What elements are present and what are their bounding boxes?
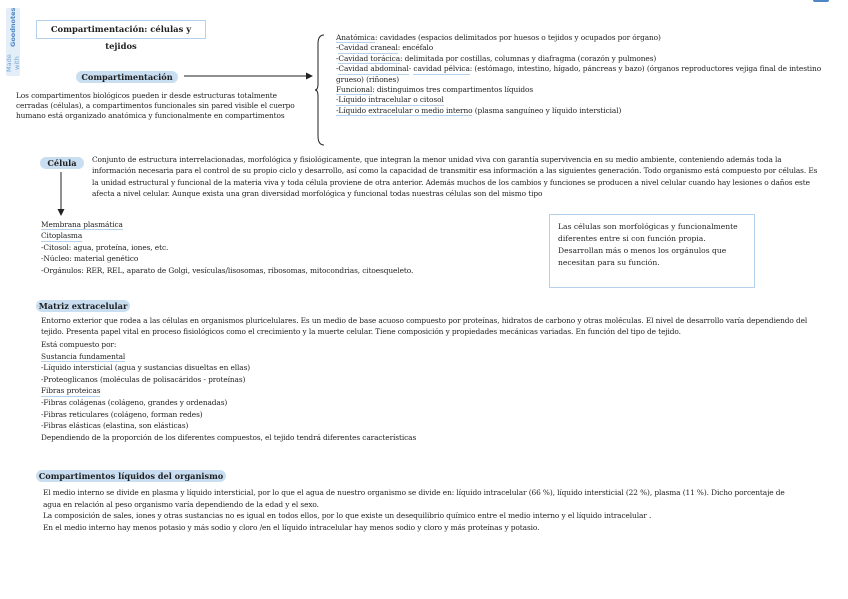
fibras-colagenas-item: -Fibras colágenas (colágeno, grandes y ordenadas) — [41, 397, 228, 407]
bracket — [314, 34, 326, 146]
liquido-extracelular-rest: (plasma sanguíneo y líquido intersticial) — [472, 105, 622, 115]
cavidad-craneal-rest: : encéfalo — [397, 43, 434, 53]
citoplasma-line — [41, 230, 511, 241]
watermark-prefix: Made with — [5, 53, 21, 72]
citosol-item: -Citosol: agua, proteína, iones, etc. — [41, 242, 169, 252]
funcional-rest: : distinguimos tres compartimentos líquidos — [372, 84, 534, 94]
liquidos-label: Compartimentos líquidos del organismo — [36, 470, 226, 482]
matriz-final: Dependiendo de la proporción de los diferentes compuestos, el tejido tendrá diferentes características — [41, 432, 417, 442]
liquido-intersticial-item: -Líquido intersticial (agua y sustancias disueltas en ellas) — [41, 363, 251, 373]
sustancia-term: Sustancia fundamental — [41, 351, 126, 361]
liquido-intracelular — [336, 95, 836, 105]
liquido-intracelular-term: -Líquido intracelular o citosol — [336, 95, 444, 105]
liquido-extracelular — [336, 106, 836, 116]
cavidad-abdominal: -Cavidad abdominal- cavidad pélvica: (estómago, intestino, hígado, páncreas y bazo) (órganos reproductores vejiga final de intestino grueso) (riñones) — [336, 64, 822, 84]
fibras-line — [41, 385, 641, 397]
celula-label: Célula — [40, 157, 84, 169]
corner-tab — [813, 0, 829, 2]
arrow-down — [56, 171, 66, 217]
cavidad-toracica: -Cavidad torácica: delimitada por costillas, columnas y diafragma (corazón y pulmones) — [336, 53, 657, 63]
arrow-right — [182, 71, 314, 81]
sustancia-line — [41, 351, 641, 363]
celula-structure — [41, 219, 511, 276]
anatomica-intro: : cavidades (espacios delimitados por huesos o tejidos y ocupados por órgano) — [374, 33, 661, 42]
compuesto-line: Está compuesto por: — [41, 340, 117, 349]
anatomica-block — [336, 33, 836, 116]
fibras-term: Fibras proteicas — [41, 386, 101, 396]
celula-note-text: Las células son morfológicas y funcionalmente diferentes entre si con función propia. Desarrollan más o menos los orgánulos que necesitan para su función. — [558, 222, 738, 267]
compartimentacion-text: Los compartimentos biológicos pueden ir desde estructuras totalmente cerradas (células), a compartimentos funcionales sin pared visible el cuerpo humano está organizado anatómica y funcionalmente en compartimentos — [16, 91, 295, 121]
fibras-elasticas-item: -Fibras elásticas (elastina, son elásticas) — [41, 421, 189, 431]
cavidad-abdominal-rest: : (estómago, intestino, hígado, páncreas y bazo) (órganos reproductores vejiga final de intestino grueso) (riñones) — [336, 64, 822, 84]
liquidos-p3: En el medio interno hay menos potasio y más sodio y cloro /en el líquido intracelular hay menos sodio y cloro y más proteínas y potasio. — [43, 522, 540, 532]
liquidos-p1: El medio interno se divide en plasma y líquido intersticial, por lo que el agua de nuestro organismo se divide en: líquido intracelular (66 %), líquido intersticial (22 %), plasma (11 %). Dicho porcentaje de agua en relación al peso organismo varía dependiendo de la edad y el sexo. — [43, 488, 785, 509]
membrana-term: Membrana plasmática — [41, 220, 123, 229]
cavidad-abdominal-term: Cavidad abdominal — [338, 64, 409, 74]
celula-note-box — [549, 214, 755, 288]
anatomica-term: Anatómica — [336, 33, 375, 42]
organulos-item: -Orgánulos: RER, REL, aparato de Golgi, vesículas/lisosomas, ribosomas, mitocondrias, citoesqueleto. — [41, 265, 414, 275]
liquido-extracelular-term: -Líquido extracelular o medio interno — [336, 105, 473, 115]
cavidad-craneal-term: Cavidad craneal — [338, 43, 398, 53]
liquidos-p2: La composición de sales, iones y otras sustancias no es igual en todos ellos, por lo que existe un desequilibrio químico entre el medio interno y el líquido intracelular . — [43, 511, 652, 521]
liquidos-text — [43, 487, 803, 533]
page-title: Compartimentación: células y tejidos — [36, 20, 206, 39]
matriz-text: Entorno exterior que rodea a las células en organismos pluricelulares. Es un medio de base acuoso compuesto por proteínas, hidratos de carbono y otras moléculas. El nivel de desarrollo varía dependiendo del tejido. Presenta papel vital en proceso fisiológicos como el crecimiento y la muerte celular. Tiene composición y propiedades mecánicas variadas. En función del tipo de tejido. — [41, 316, 808, 337]
funcional-term: Funcional — [336, 84, 373, 94]
cavidad-craneal: -Cavidad craneal: encéfalo — [336, 43, 434, 53]
fibras-reticulares-item: -Fibras reticulares (colágeno, forman redes) — [41, 409, 203, 419]
cavidad-toracica-rest: : delimitada por costillas, columnas y diafragma (corazón y pulmones) — [400, 53, 657, 63]
compartimentacion-label: Compartimentación — [76, 71, 178, 83]
citoplasma-term: Citoplasma — [41, 231, 83, 241]
funcional-line — [336, 85, 836, 95]
cavidad-abdominal-mid: - — [408, 64, 414, 74]
proteoglicanos-item: -Proteoglicanos (moléculas de polisacáridos - proteínas) — [41, 374, 246, 384]
membrana-line — [41, 219, 511, 230]
goodnotes-watermark — [6, 8, 20, 76]
cavidad-toracica-term: Cavidad torácica — [338, 53, 401, 63]
matriz-label: Matriz extracelular — [36, 300, 130, 312]
celula-text: Conjunto de estructura interrelacionadas, morfológica y fisiológicamente, que integran la menor unidad viva con garantía supervivencia en su medio ambiente, conteniendo además toda la información necesaria para el control de su propio ciclo y desarrollo, así como la capacidad de transmitir esa información a las siguientes generación. Todo organismo está compuesto por células. Es la unidad estructural y funcional de la materia viva y toda célula proviene de otra anterior. Además muchos de los cambios y funciones se producen a nivel celular cuando hay lesiones o daños este afecta a nivel celular. Aunque exista una gran diversidad morfológica y funcional todas nuestras células son del mismo tipo — [92, 155, 818, 199]
nucleo-item: -Núcleo: material genético — [41, 254, 139, 264]
matriz-composition — [41, 339, 641, 443]
cavidad-pelvica-term: cavidad pélvica — [413, 64, 470, 74]
anatomica-line — [336, 33, 836, 43]
watermark-brand: Goodnotes — [9, 8, 17, 48]
